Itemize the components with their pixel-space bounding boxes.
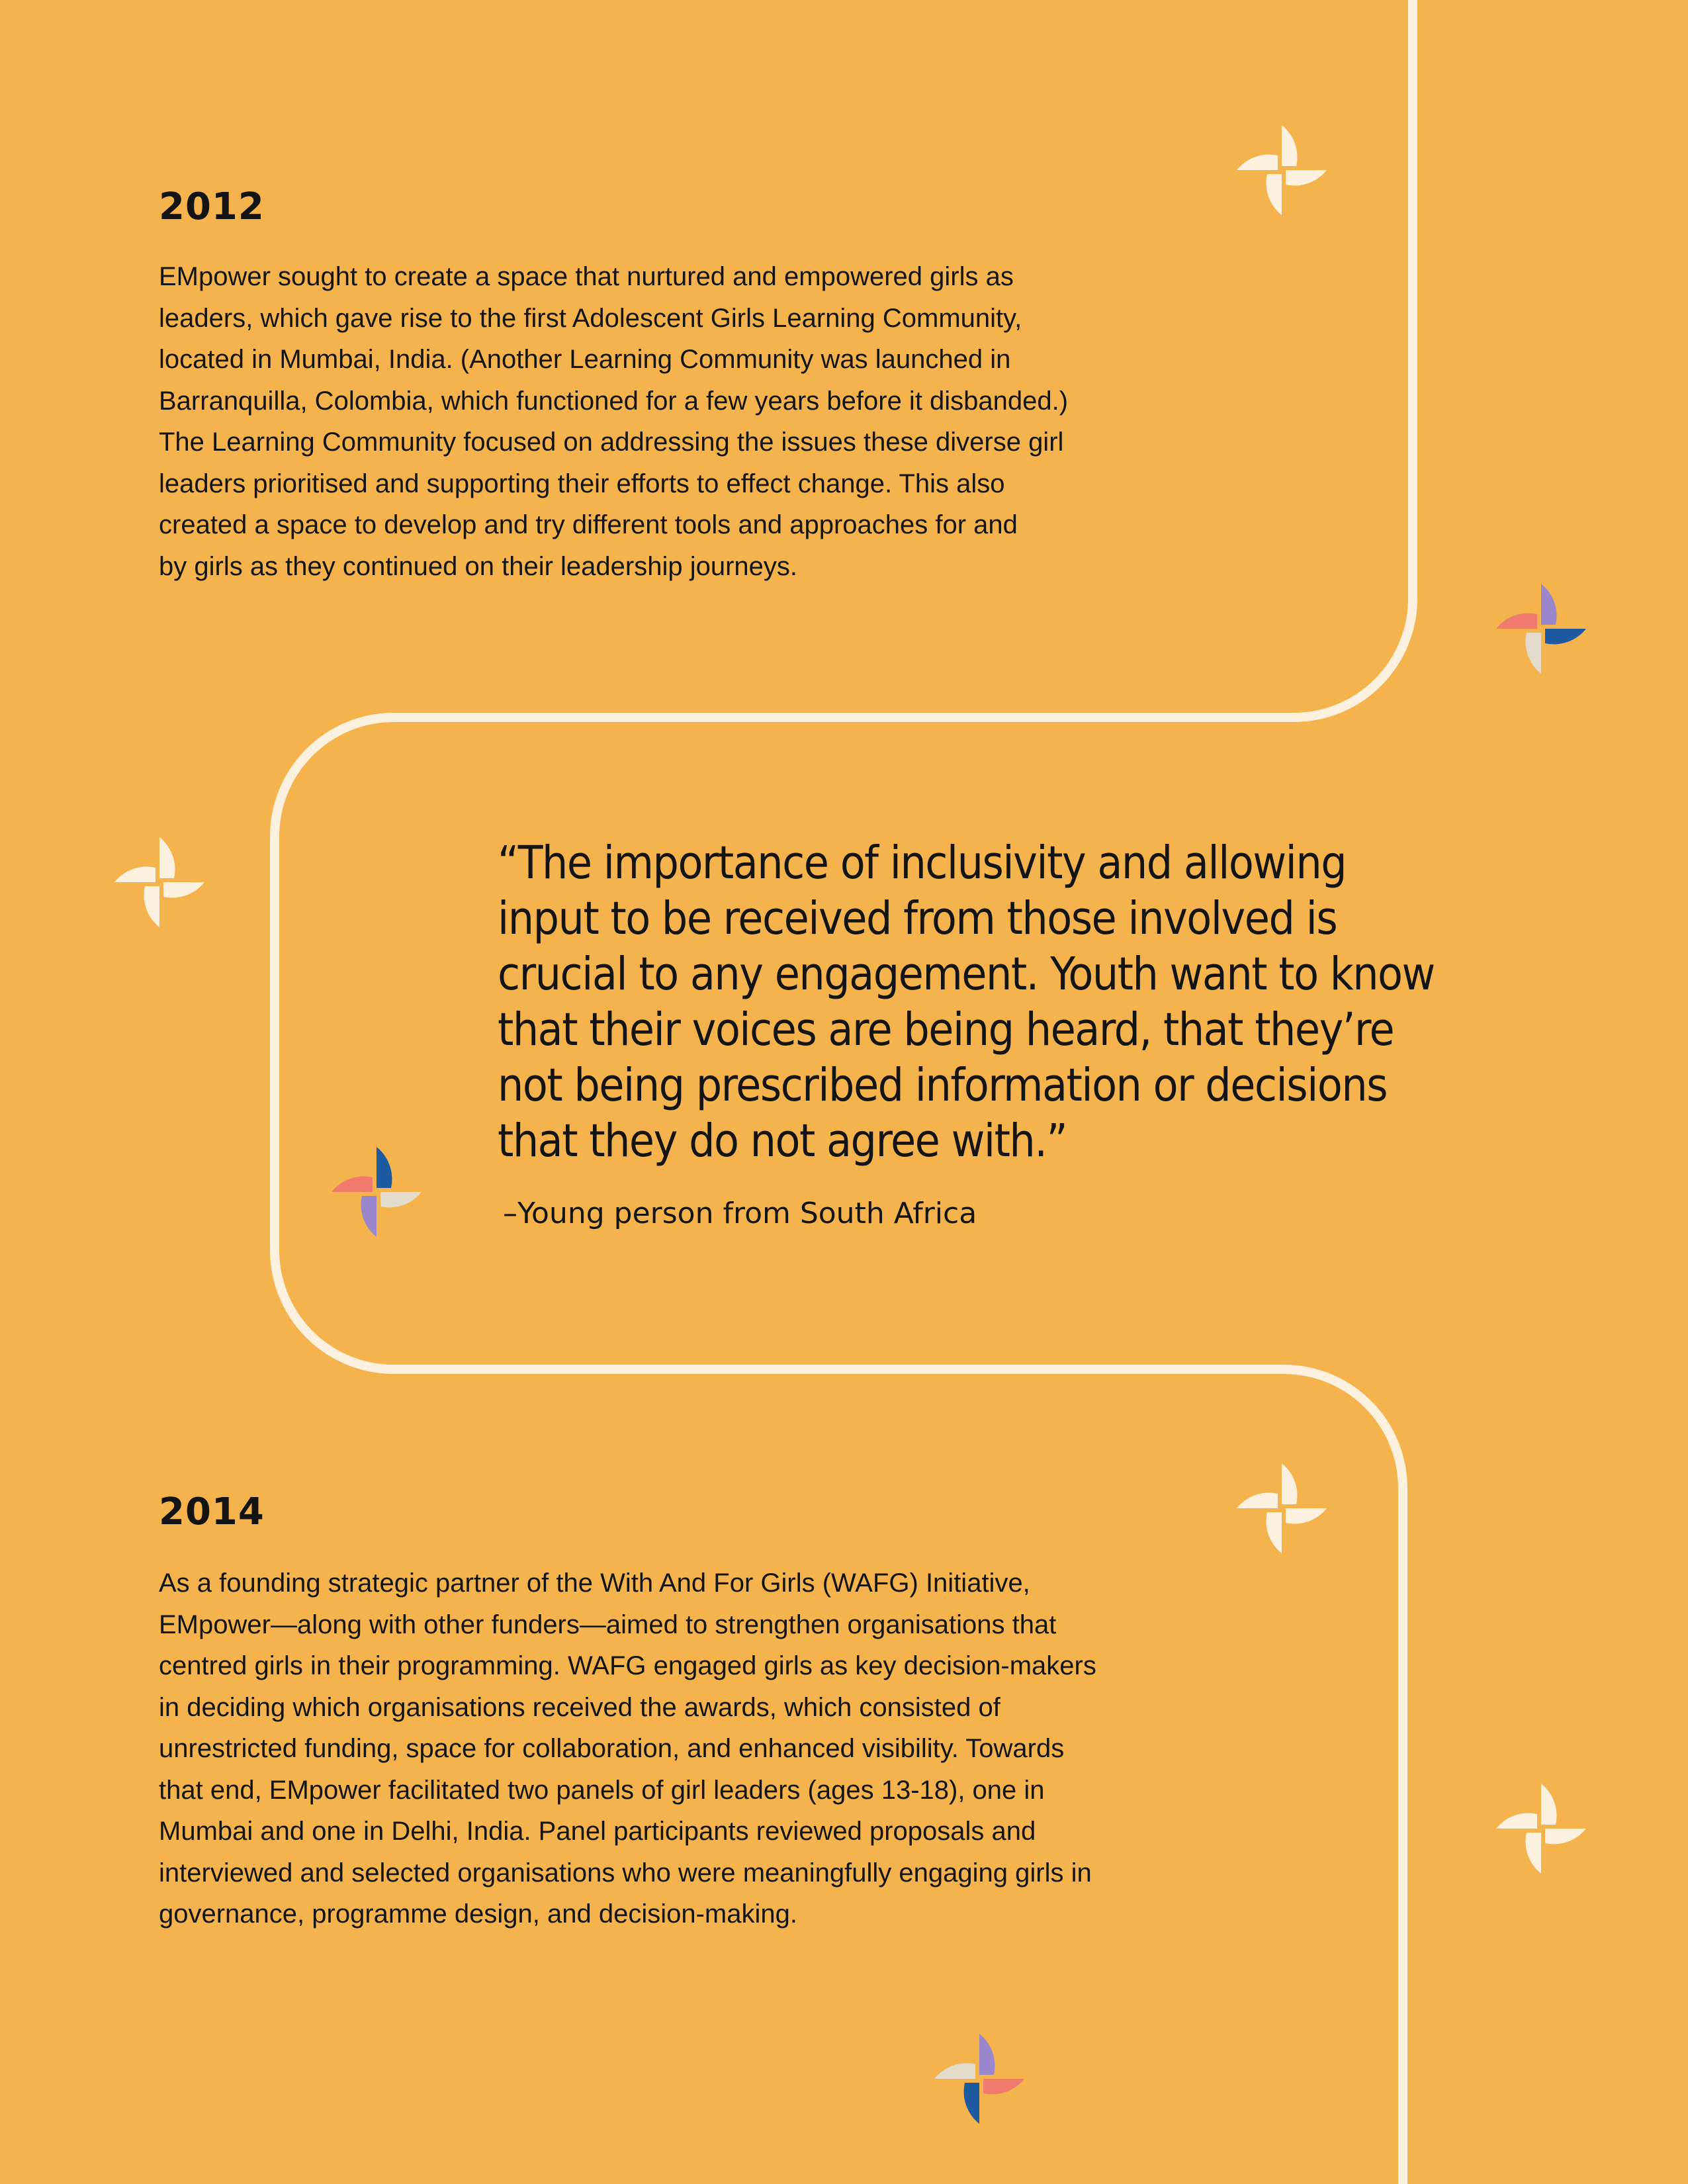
text-line: centred girls in their programming. WAFG engaged girls as key decision-makers — [159, 1651, 1096, 1680]
pull-quote — [498, 835, 1530, 1230]
quote-attribution: –Young person from South Africa — [503, 1197, 977, 1230]
year-heading: 2014 — [159, 1490, 265, 1533]
sparkle-icon — [110, 833, 209, 935]
text-line: located in Mumbai, India. (Another Learning Community was launched in — [159, 345, 1011, 374]
text-line: governance, programme design, and decision-making. — [159, 1899, 797, 1929]
text-line: leaders prioritised and supporting their efforts to effect change. This also — [159, 469, 1005, 498]
quote-line: not being prescribed information or decisions — [498, 1059, 1388, 1112]
quote-line: that their voices are being heard, that they’re — [498, 1003, 1394, 1056]
sparkle-icon — [1232, 1459, 1331, 1561]
text-line: in deciding which organisations received the awards, which consisted of — [159, 1692, 1000, 1722]
text-line: As a founding strategic partner of the With And For Girls (WAFG) Initiative, — [159, 1569, 1030, 1598]
text-line: Barranquilla, Colombia, which functioned for a few years before it disbanded.) — [159, 386, 1069, 416]
sparkle-icon — [1232, 120, 1331, 223]
text-line: leaders, which gave rise to the first Adolescent Girls Learning Community, — [159, 303, 1022, 333]
text-line: EMpower—along with other funders—aimed to strengthen organisations that — [159, 1610, 1057, 1639]
quote-line: crucial to any engagement. Youth want to know — [498, 948, 1435, 1001]
text-line: by girls as they continued on their leadership journeys. — [159, 551, 797, 581]
quote-line: input to be received from those involved is — [498, 892, 1337, 945]
text-line: interviewed and selected organisations who were meaningfully engaging girls in — [159, 1858, 1092, 1888]
sparkle-icon — [1491, 579, 1591, 682]
sparkle-icon — [327, 1142, 426, 1245]
sparkle-icon — [1491, 1779, 1591, 1882]
quote-line: “The importance of inclusivity and allowing — [498, 837, 1347, 889]
text-line: Mumbai and one in Delhi, India. Panel participants reviewed proposals and — [159, 1817, 1036, 1846]
quote-line: that they do not agree with.” — [498, 1115, 1067, 1167]
text-line: EMpower sought to create a space that nurtured and empowered girls as — [159, 262, 1014, 291]
entry-body — [159, 256, 1191, 587]
sparkle-icon — [930, 2029, 1029, 2132]
year-heading: 2012 — [159, 185, 265, 228]
text-line: The Learning Community focused on addressing the issues these diverse girl — [159, 428, 1064, 457]
text-line: created a space to develop and try different tools and approaches for and — [159, 510, 1018, 539]
text-line: that end, EMpower facilitated two panels of girl leaders (ages 13-18), one in — [159, 1775, 1045, 1805]
quote-text — [498, 835, 1530, 1169]
text-line: unrestricted funding, space for collaboration, and enhanced visibility. Towards — [159, 1734, 1065, 1763]
entry-body — [159, 1563, 1218, 1935]
